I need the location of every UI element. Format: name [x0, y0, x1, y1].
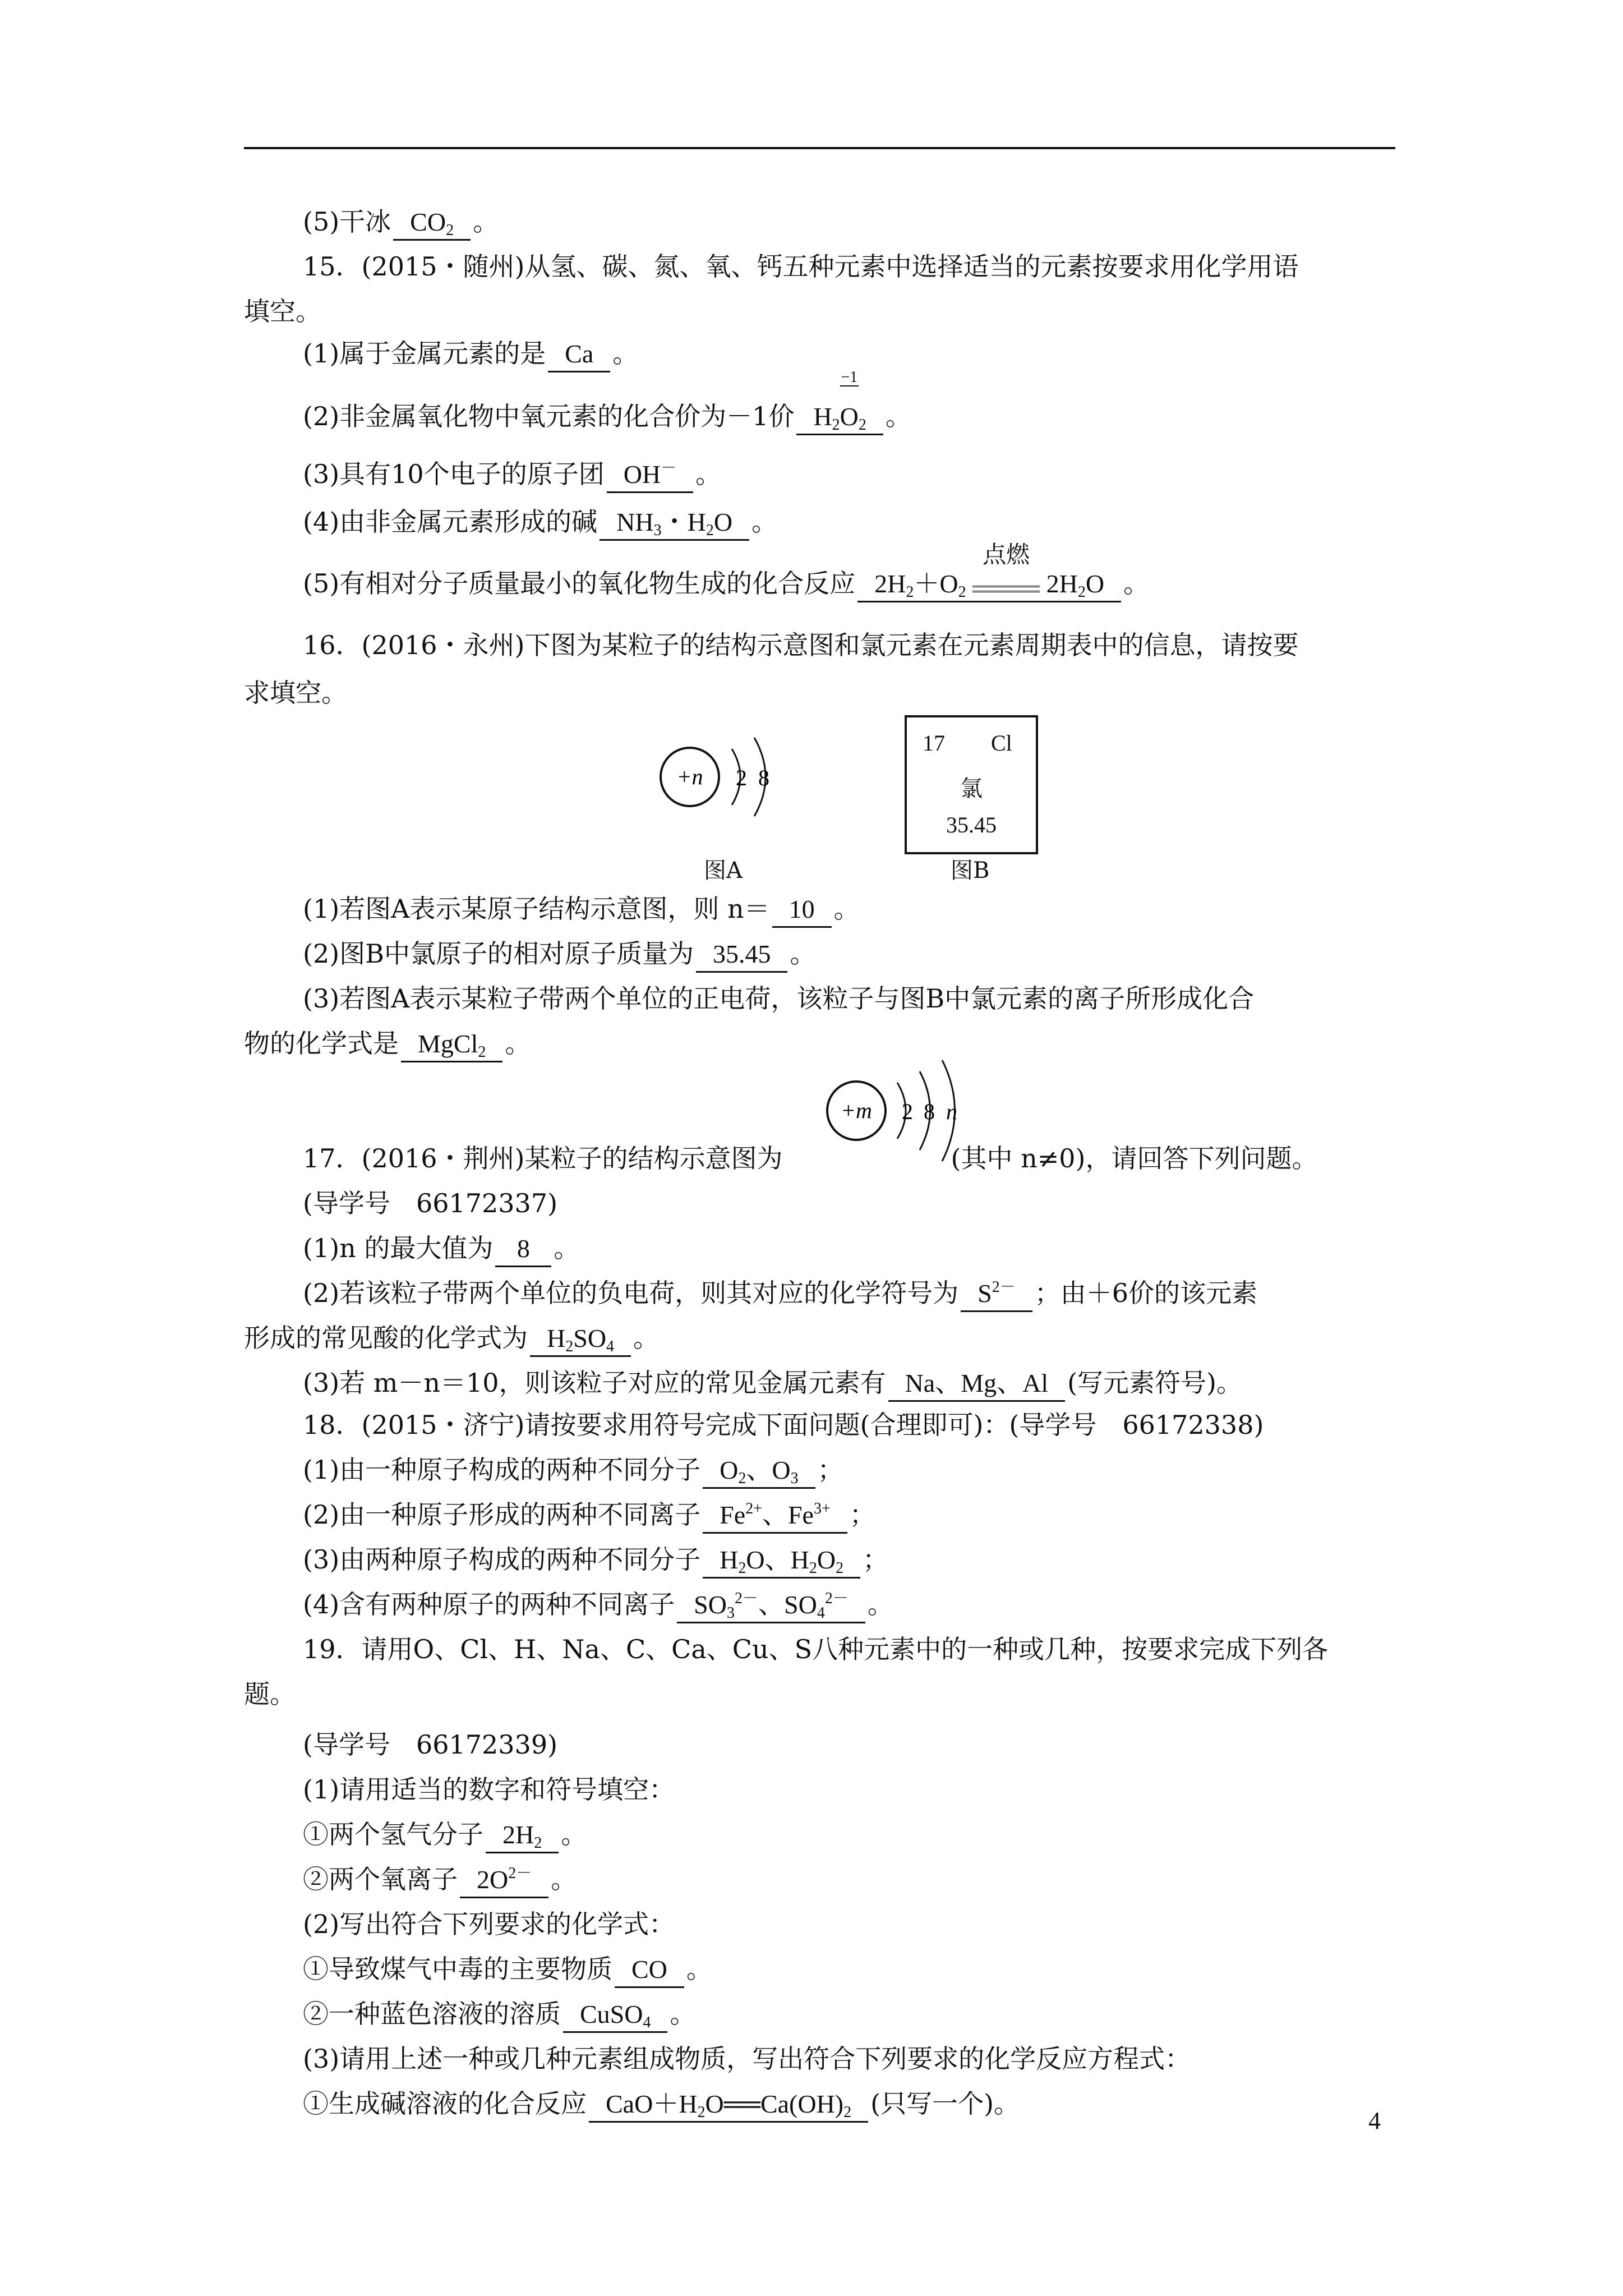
question-15-stem-cont: 填空。	[244, 296, 321, 326]
text: (2)非金属氧化物中氧元素的化合价为－1价	[303, 401, 795, 431]
condition-text: 点燃	[983, 542, 1030, 568]
answer-blank: $NH_3$・$H_2O$	[600, 505, 749, 541]
figure-a-atom-diagram	[651, 724, 796, 830]
text: (其中 n≠0)，请回答下列问题。	[951, 1143, 1318, 1174]
line-q18-3: (3)由两种原子构成的两种不同分子 $H_2O$、$H_2O_2$ ；	[303, 1543, 888, 1579]
shell-1-electrons: 2	[736, 765, 747, 790]
line-q15-4: (4)由非金属元素形成的碱 $NH_3$・$H_2O$ 。	[303, 505, 777, 541]
line-q17-1: (1)n 的最大值为 8 。	[303, 1231, 579, 1267]
answer-blank: $2H_2+O_2$ 点燃 $2H_2O$	[857, 567, 1121, 602]
figure-b-element-box	[905, 715, 1038, 854]
text: (5)有相对分子质量最小的氧化物生成的化合反应	[303, 568, 856, 599]
answer-blank: $H_2O$、$H_2O_2$	[703, 1543, 860, 1579]
text: (1)由一种原子构成的两种不同分子	[303, 1455, 701, 1485]
line-q17-2-cont: 形成的常见酸的化学式为 $H_2SO_4$ 。	[244, 1321, 659, 1357]
answer-text: CO	[410, 208, 446, 236]
shell-2-electrons: 8	[758, 765, 769, 790]
text: (4)含有两种原子的两种不同离子	[303, 1589, 675, 1619]
text: (3)具有10个电子的原子团	[303, 459, 605, 489]
text: ①导致煤气中毒的主要物质	[303, 1954, 612, 1984]
line-q19-1: (1)请用适当的数字和符号填空：	[303, 1774, 675, 1805]
answer-blank: Na、Mg、Al	[888, 1366, 1066, 1402]
text: ①两个氢气分子	[303, 1819, 483, 1849]
shell-1-electrons: 2	[902, 1099, 913, 1124]
answer-text: CuSO	[580, 2000, 643, 2028]
answer-blank: 8	[495, 1232, 551, 1267]
answer-blank: MgCl$_2$	[401, 1027, 502, 1062]
answer-blank: $Fe^{2+}$、$Fe^{3+}$	[703, 1498, 847, 1534]
line-q16-3: (3)若图A表示某粒子带两个单位的正电荷，该粒子与图B中氯元素的离子所形成化合	[303, 983, 1255, 1014]
line-q19-3: (3)请用上述一种或几种元素组成物质，写出符合下列要求的化学反应方程式：	[303, 2044, 1191, 2074]
valence-value: −1	[841, 369, 858, 386]
answer-blank: $O_2$、$O_3$	[703, 1453, 815, 1489]
answer-blank: $H_2SO_4$	[530, 1322, 631, 1357]
text: (只写一个)。	[870, 2088, 1020, 2119]
text: (3)由两种原子构成的两种不同分子	[303, 1544, 701, 1575]
text: 物的化学式是	[244, 1028, 399, 1059]
guide-number-19: (导学号 66172339)	[303, 1729, 558, 1760]
answer-blank: Ca	[548, 337, 610, 372]
question-19-stem: 19．请用O、Cl、H、Na、C、Ca、Cu、S八种元素中的一种或几种，按要求完成下列各	[303, 1634, 1329, 1664]
header-rule	[244, 147, 1395, 149]
answer-text: H	[547, 1324, 566, 1352]
line-q15-1: (1)属于金属元素的是 Ca 。	[303, 337, 638, 372]
answer-blank: OH－	[607, 458, 693, 493]
line-q18-2: (2)由一种原子形成的两种不同离子 $Fe^{2+}$、$Fe^{3+}$ ；	[303, 1498, 875, 1534]
text: ①生成碱溶液的化合反应	[303, 2088, 587, 2119]
text: (2)若该粒子带两个单位的负电荷，则其对应的化学符号为	[303, 1278, 959, 1308]
text: 形成的常见酸的化学式为	[244, 1323, 528, 1353]
line-q17-2	[303, 1276, 1257, 1312]
text: 17．(2016・荆州)某粒子的结构示意图为	[303, 1143, 783, 1174]
answer-blank: $H_2$ −1 $O_2$	[796, 400, 883, 435]
question-18-stem: 18．(2015・济宁)请按要求用符号完成下面问题(合理即可)：(导学号 66172338)	[303, 1410, 1264, 1440]
text: ；由＋6价的该元素	[1034, 1278, 1258, 1308]
answer-blank: CO	[615, 1953, 684, 1988]
line-q15-5: (5)有相对分子质量最小的氧化物生成的化合反应 $2H_2+O_2$ 点燃 $2H_2O$ 。	[303, 567, 1149, 602]
text: (2)图B中氯原子的相对原子质量为	[303, 938, 694, 969]
question-16-stem: 16．(2016・永州)下图为某粒子的结构示意图和氯元素在元素周期表中的信息，请按要	[303, 630, 1299, 660]
figure-a-caption: 图A	[704, 858, 743, 884]
element-name: 氯	[960, 776, 983, 802]
line-q16-1: (1)若图A表示某原子结构示意图，则 n＝ 10 。	[303, 892, 860, 928]
line-q19-2b: ②一种蓝色溶液的溶质 CuSO$_4$ 。	[303, 1997, 695, 2033]
page-number: 4	[1368, 2107, 1381, 2134]
shell-2-electrons: 8	[924, 1099, 935, 1124]
answer-blank: 35.45	[696, 937, 788, 973]
text: (1)n 的最大值为	[303, 1233, 494, 1263]
line-q16-2: (2)图B中氯原子的相对原子质量为 35.45 。	[303, 937, 815, 973]
line-q19-1b: ②两个氧离子 $2O^{2-}$ 。	[303, 1862, 577, 1898]
reaction-condition	[972, 542, 1040, 592]
answer-blank: $S^{2-}$	[961, 1277, 1032, 1312]
line-q18-1: (1)由一种原子构成的两种不同分子 $O_2$、$O_3$ ；	[303, 1453, 843, 1489]
answer-text: S	[978, 1279, 992, 1308]
text: 。	[473, 206, 499, 237]
answer-blank: $CO_2$	[393, 205, 471, 241]
atomic-mass: 35.45	[946, 812, 997, 838]
answer-text: OH	[623, 460, 661, 489]
guide-number-17: (导学号 66172337)	[303, 1188, 558, 1218]
text: (4)由非金属元素形成的碱	[303, 507, 598, 537]
text: ②一种蓝色溶液的溶质	[303, 1999, 561, 2029]
text: (3)若 m－n＝10，则该粒子对应的常见金属元素有	[303, 1368, 886, 1398]
line-q15-3: (3)具有10个电子的原子团 OH－ 。	[303, 457, 721, 493]
line-q19-3a	[303, 2087, 1020, 2123]
question-16-stem-cont: 求填空。	[244, 678, 347, 708]
answer-text: MgCl	[418, 1029, 478, 1058]
valence-mark: −1 O	[840, 369, 859, 431]
answer-text: NH	[616, 508, 654, 536]
text: (2)由一种原子形成的两种不同离子	[303, 1499, 701, 1530]
text: (1)属于金属元素的是	[303, 338, 546, 369]
question-19-stem-cont: 题。	[244, 1679, 296, 1709]
element-symbol: Cl	[991, 730, 1012, 756]
figure-b-caption: 图B	[951, 858, 990, 884]
question-17-stem	[303, 1142, 1317, 1175]
answer-blank: CuSO$_4$	[563, 1998, 667, 2033]
answer-blank: 10	[772, 892, 832, 928]
text: ②两个氧离子	[303, 1864, 458, 1894]
line-q19-2a: ①导致煤气中毒的主要物质 CO 。	[303, 1952, 712, 1988]
text: (1)若图A表示某原子结构示意图，则 n＝	[303, 894, 770, 924]
line-q14-5	[303, 205, 499, 241]
line-q18-4: (4)含有两种原子的两种不同离子 $SO_3^{2-}$、$SO_4^{2-}$ 。	[303, 1588, 893, 1623]
nucleus-charge: +n	[676, 764, 703, 789]
line-q15-2: (2)非金属氧化物中氧元素的化合价为－1价 $H_2$ −1 $O_2$ 。	[303, 399, 911, 435]
answer-blank: $2O^{2-}$	[460, 1863, 548, 1898]
answer-blank: $SO_3^{2-}$、$SO_4^{2-}$	[677, 1588, 865, 1623]
answer-blank: $2H_2$	[486, 1818, 559, 1853]
line-q16-3-cont: 物的化学式是 MgCl$_2$ 。	[244, 1027, 531, 1062]
answer-blank: $CaO+H_2O══Ca(OH)_2$	[589, 2087, 868, 2123]
line-q19-1a: ①两个氢气分子 $2H_2$ 。	[303, 1818, 587, 1853]
text: (5)干冰	[303, 206, 391, 237]
shell-3-electrons: n	[946, 1099, 957, 1124]
nucleus-charge: +m	[841, 1098, 872, 1123]
line-q19-2: (2)写出符合下列要求的化学式：	[303, 1909, 675, 1939]
question-15-stem: 15．(2015・随州)从氢、碳、氮、氧、钙五种元素中选择适当的元素按要求用化学用语	[303, 251, 1299, 282]
line-q17-3	[303, 1366, 1242, 1402]
atomic-number: 17	[923, 730, 945, 756]
text: (写元素符号)。	[1067, 1368, 1243, 1398]
